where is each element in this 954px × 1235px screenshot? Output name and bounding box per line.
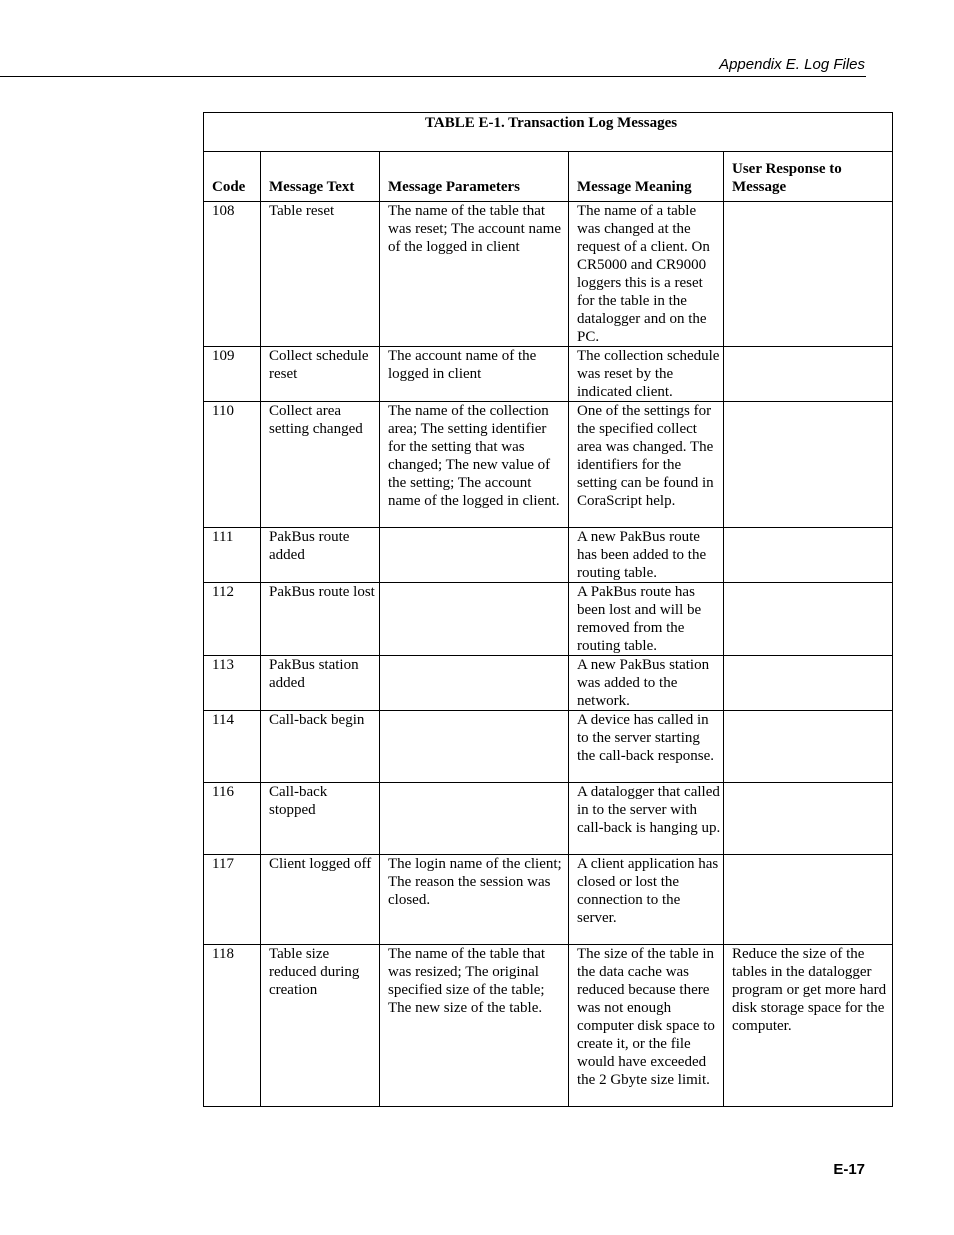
- cell-code: 110: [204, 402, 261, 528]
- cell-code: 108: [204, 202, 261, 347]
- cell-code: 118: [204, 945, 261, 1107]
- cell-message-meaning: A datalogger that called in to the server with call-back is hanging up.: [569, 783, 724, 855]
- cell-user-response: [724, 202, 893, 347]
- table-caption: TABLE E-1. Transaction Log Messages: [204, 113, 893, 152]
- cell-message-text: PakBus route added: [261, 528, 380, 583]
- transaction-log-table: [203, 112, 893, 1107]
- cell-message-text: Call-back begin: [261, 711, 380, 783]
- table-row: [204, 945, 893, 1107]
- cell-message-parameters: The account name of the logged in client: [380, 347, 569, 402]
- cell-user-response: [724, 656, 893, 711]
- table-row: [204, 711, 893, 783]
- cell-message-meaning: One of the settings for the specified collect area was changed. The identifiers for the setting can be found in CoraScript help.: [569, 402, 724, 528]
- table-row: [204, 855, 893, 945]
- cell-message-parameters: [380, 528, 569, 583]
- cell-message-text: Collect area setting changed: [261, 402, 380, 528]
- cell-message-meaning: The size of the table in the data cache was reduced because there was not enough computer disk space to create it, or the file would have exceeded the 2 Gbyte size limit.: [569, 945, 724, 1107]
- cell-message-parameters: The name of the collection area; The setting identifier for the setting that was changed; The new value of the setting; The account name of the logged in client.: [380, 402, 569, 528]
- cell-message-parameters: The name of the table that was reset; The account name of the logged in client: [380, 202, 569, 347]
- cell-user-response: [724, 347, 893, 402]
- cell-message-meaning: A new PakBus route has been added to the routing table.: [569, 528, 724, 583]
- table-row: [204, 783, 893, 855]
- table-row: [204, 402, 893, 528]
- cell-message-parameters: [380, 656, 569, 711]
- column-header-message-text: Message Text: [261, 152, 380, 202]
- cell-message-parameters: The login name of the client; The reason the session was closed.: [380, 855, 569, 945]
- cell-message-text: PakBus route lost: [261, 583, 380, 656]
- cell-message-meaning: The collection schedule was reset by the indicated client.: [569, 347, 724, 402]
- cell-code: 109: [204, 347, 261, 402]
- cell-message-text: Call-back stopped: [261, 783, 380, 855]
- table-row: [204, 202, 893, 347]
- cell-message-meaning: A new PakBus station was added to the network.: [569, 656, 724, 711]
- cell-user-response: [724, 528, 893, 583]
- cell-user-response: [724, 783, 893, 855]
- cell-message-meaning: A PakBus route has been lost and will be removed from the routing table.: [569, 583, 724, 656]
- cell-message-parameters: [380, 783, 569, 855]
- column-header-message-parameters: Message Parameters: [380, 152, 569, 202]
- cell-message-parameters: The name of the table that was resized; The original specified size of the table; The new size of the table.: [380, 945, 569, 1107]
- cell-code: 117: [204, 855, 261, 945]
- column-header-message-meaning: Message Meaning: [569, 152, 724, 202]
- cell-user-response: [724, 855, 893, 945]
- cell-message-parameters: [380, 583, 569, 656]
- cell-code: 116: [204, 783, 261, 855]
- header-rule: [0, 76, 866, 77]
- running-header: Appendix E. Log Files: [719, 56, 865, 73]
- cell-message-text: Collect schedule reset: [261, 347, 380, 402]
- cell-code: 113: [204, 656, 261, 711]
- cell-message-parameters: [380, 711, 569, 783]
- cell-message-text: Table reset: [261, 202, 380, 347]
- cell-message-text: PakBus station added: [261, 656, 380, 711]
- cell-user-response: [724, 583, 893, 656]
- table-row: [204, 528, 893, 583]
- table-row: [204, 583, 893, 656]
- page-number: E-17: [833, 1161, 865, 1178]
- cell-message-meaning: A client application has closed or lost the connection to the server.: [569, 855, 724, 945]
- table-row: [204, 656, 893, 711]
- cell-code: 111: [204, 528, 261, 583]
- cell-code: 112: [204, 583, 261, 656]
- cell-message-text: Table size reduced during creation: [261, 945, 380, 1107]
- column-header-code: Code: [204, 152, 261, 202]
- cell-message-text: Client logged off: [261, 855, 380, 945]
- cell-message-meaning: A device has called in to the server starting the call-back response.: [569, 711, 724, 783]
- table-caption-row: [204, 113, 893, 152]
- cell-code: 114: [204, 711, 261, 783]
- cell-user-response: Reduce the size of the tables in the datalogger program or get more hard disk storage space for the computer.: [724, 945, 893, 1107]
- cell-message-meaning: The name of a table was changed at the request of a client. On CR5000 and CR9000 loggers this is a reset for the table in the datalogger and on the PC.: [569, 202, 724, 347]
- table-row: [204, 347, 893, 402]
- cell-user-response: [724, 711, 893, 783]
- cell-user-response: [724, 402, 893, 528]
- column-header-row: [204, 152, 893, 202]
- column-header-user-response: User Response to Message: [724, 152, 893, 202]
